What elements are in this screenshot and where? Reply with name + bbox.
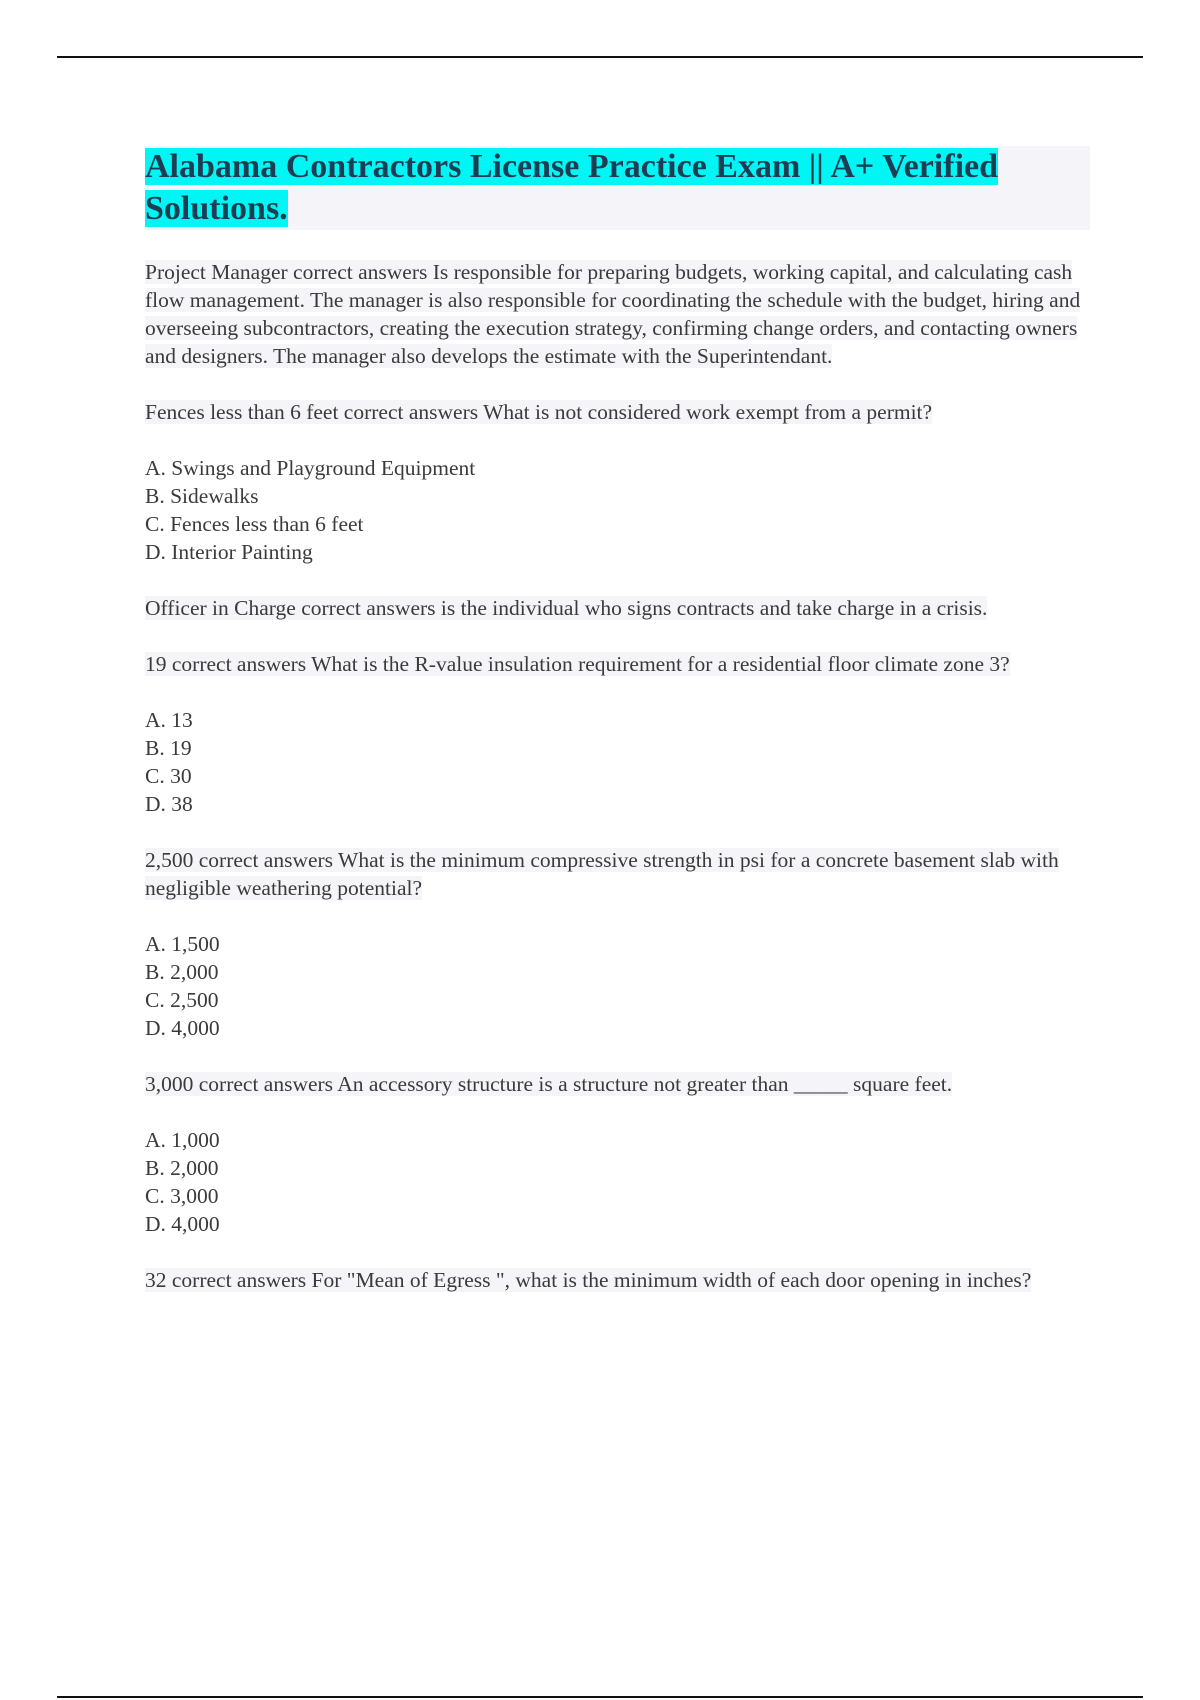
- qa-text: Officer in Charge correct answers is the individual who signs contracts and take charge in a crisis.: [145, 596, 988, 620]
- option-item: D. 38: [145, 792, 193, 816]
- qa-text: Fences less than 6 feet correct answers What is not considered work exempt from a permit?: [145, 400, 933, 424]
- option-item: B. Sidewalks: [145, 484, 259, 508]
- option-item: A. 1,000: [145, 1128, 220, 1152]
- qa-block-6: [145, 1070, 1090, 1098]
- document-title: [145, 146, 1090, 230]
- qa-block-7: [145, 1266, 1090, 1294]
- option-item: A. 1,500: [145, 932, 220, 956]
- qa-block-2: [145, 398, 1090, 426]
- qa-block-4: [145, 650, 1090, 678]
- qa-text: 32 correct answers For "Mean of Egress ", what is the minimum width of each door opening in inches?: [145, 1268, 1032, 1292]
- option-item: D. 4,000: [145, 1212, 220, 1236]
- options-list-5: [145, 930, 1090, 1042]
- document-title-text: Alabama Contractors License Practice Exam || A+ Verified Solutions.: [145, 148, 999, 227]
- qa-text: 3,000 correct answers An accessory structure is a structure not greater than _____ square feet.: [145, 1072, 953, 1096]
- option-item: D. 4,000: [145, 1016, 220, 1040]
- qa-text: 2,500 correct answers What is the minimum compressive strength in psi for a concrete basement slab with negligible weathering potential?: [145, 848, 1059, 900]
- option-item: C. 2,500: [145, 988, 219, 1012]
- option-item: C. Fences less than 6 feet: [145, 512, 364, 536]
- qa-block-3: [145, 594, 1090, 622]
- title-box: [145, 146, 1090, 230]
- option-item: C. 30: [145, 764, 192, 788]
- option-item: B. 2,000: [145, 960, 219, 984]
- option-item: B. 19: [145, 736, 192, 760]
- qa-text: 19 correct answers What is the R-value insulation requirement for a residential floor climate zone 3?: [145, 652, 1010, 676]
- options-list-6: [145, 1126, 1090, 1238]
- option-item: A. Swings and Playground Equipment: [145, 456, 476, 480]
- document-body: [145, 146, 1090, 1322]
- option-item: B. 2,000: [145, 1156, 219, 1180]
- qa-text: Project Manager correct answers Is responsible for preparing budgets, working capital, and calculating cash flow management. The manager is also responsible for coordinating the schedule with the budget, hiring and overseeing subcontractors, creating the execution strategy, confirming change orders, and contacting owners and designers. The manager also develops the estimate with the Superintendant.: [145, 260, 1081, 368]
- qa-block-1: [145, 258, 1090, 370]
- page-top-rule: [57, 56, 1143, 58]
- options-list-4: [145, 706, 1090, 818]
- qa-block-5: [145, 846, 1090, 902]
- option-item: D. Interior Painting: [145, 540, 313, 564]
- option-item: A. 13: [145, 708, 193, 732]
- options-list-2: [145, 454, 1090, 566]
- page-bottom-rule: [57, 1696, 1143, 1698]
- option-item: C. 3,000: [145, 1184, 219, 1208]
